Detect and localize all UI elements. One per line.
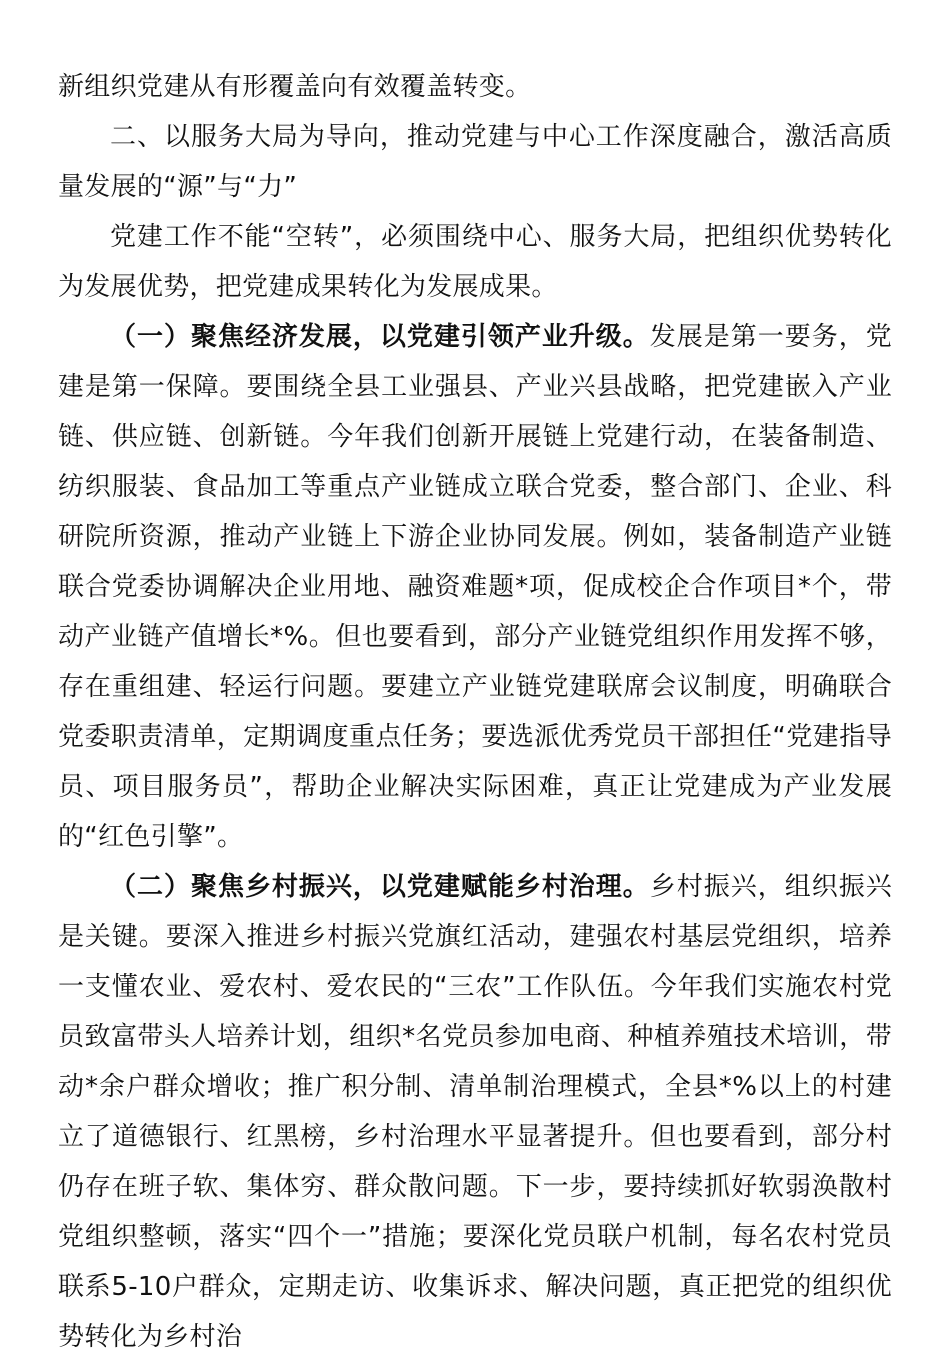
paragraph-economic-body: 发展是第一要务，党建是第一保障。要围绕全县工业强县、产业兴县战略，把党建嵌入产业链、供应链、创新链。今年我们创新开展链上党建行动，在装备制造、纺织服装、食品加工等重点产业链成立联合党委，整合部门、企业、科研院所资源，推动产业链上下游企业协同发展。例如，装备制造产业链联合党委协调解决企业用地、融资难题*项，促成校企合作项目*个，带动产业链产值增长*%。但也要看到，部分产业链党组织作用发挥不够，存在重组建、轻运行问题。要建立产业链党建联席会议制度，明确联合党委职责清单，定期调度重点任务；要选派优秀党员干部担任“党建指导员、项目服务员”，帮助企业解决实际困难，真正让党建成为产业发展的“红色引擎”。 xyxy=(58,322,892,852)
paragraph-rural-revitalization xyxy=(58,862,892,1362)
paragraph-continuation: 新组织党建从有形覆盖向有效覆盖转变。 xyxy=(58,72,532,102)
paragraph-rural-body: 乡村振兴，组织振兴是关键。要深入推进乡村振兴党旗红活动，建强农村基层党组织，培养一支懂农业、爱农村、爱农民的“三农”工作队伍。今年我们实施农村党员致富带头人培养计划，组织*名党员参加电商、种植养殖技术培训，带动*余户群众增收；推广积分制、清单制治理模式，全县*%以上的村建立了道德银行、红黑榜，乡村治理水平显著提升。但也要看到，部分村仍存在班子软、集体穷、群众散问题。下一步，要持续抓好软弱涣散村党组织整顿，落实“四个一”措施；要深化党员联户机制，每名农村党员联系5-10户群众，定期走访、收集诉求、解决问题，真正把党的组织优势转化为乡村治 xyxy=(58,872,892,1352)
section-heading-two: 二、以服务大局为导向，推动党建与中心工作深度融合，激活高质量发展的“源”与“力” xyxy=(58,122,892,202)
paragraph-economic-development xyxy=(58,312,892,862)
subheading-two: （二）聚焦乡村振兴，以党建赋能乡村治理。 xyxy=(110,872,650,902)
paragraph-intro: 党建工作不能“空转”，必须围绕中心、服务大局，把组织优势转化为发展优势，把党建成果转化为发展成果。 xyxy=(58,222,892,302)
subheading-one: （一）聚焦经济发展，以党建引领产业升级。 xyxy=(110,322,650,352)
document-page xyxy=(58,62,892,1362)
